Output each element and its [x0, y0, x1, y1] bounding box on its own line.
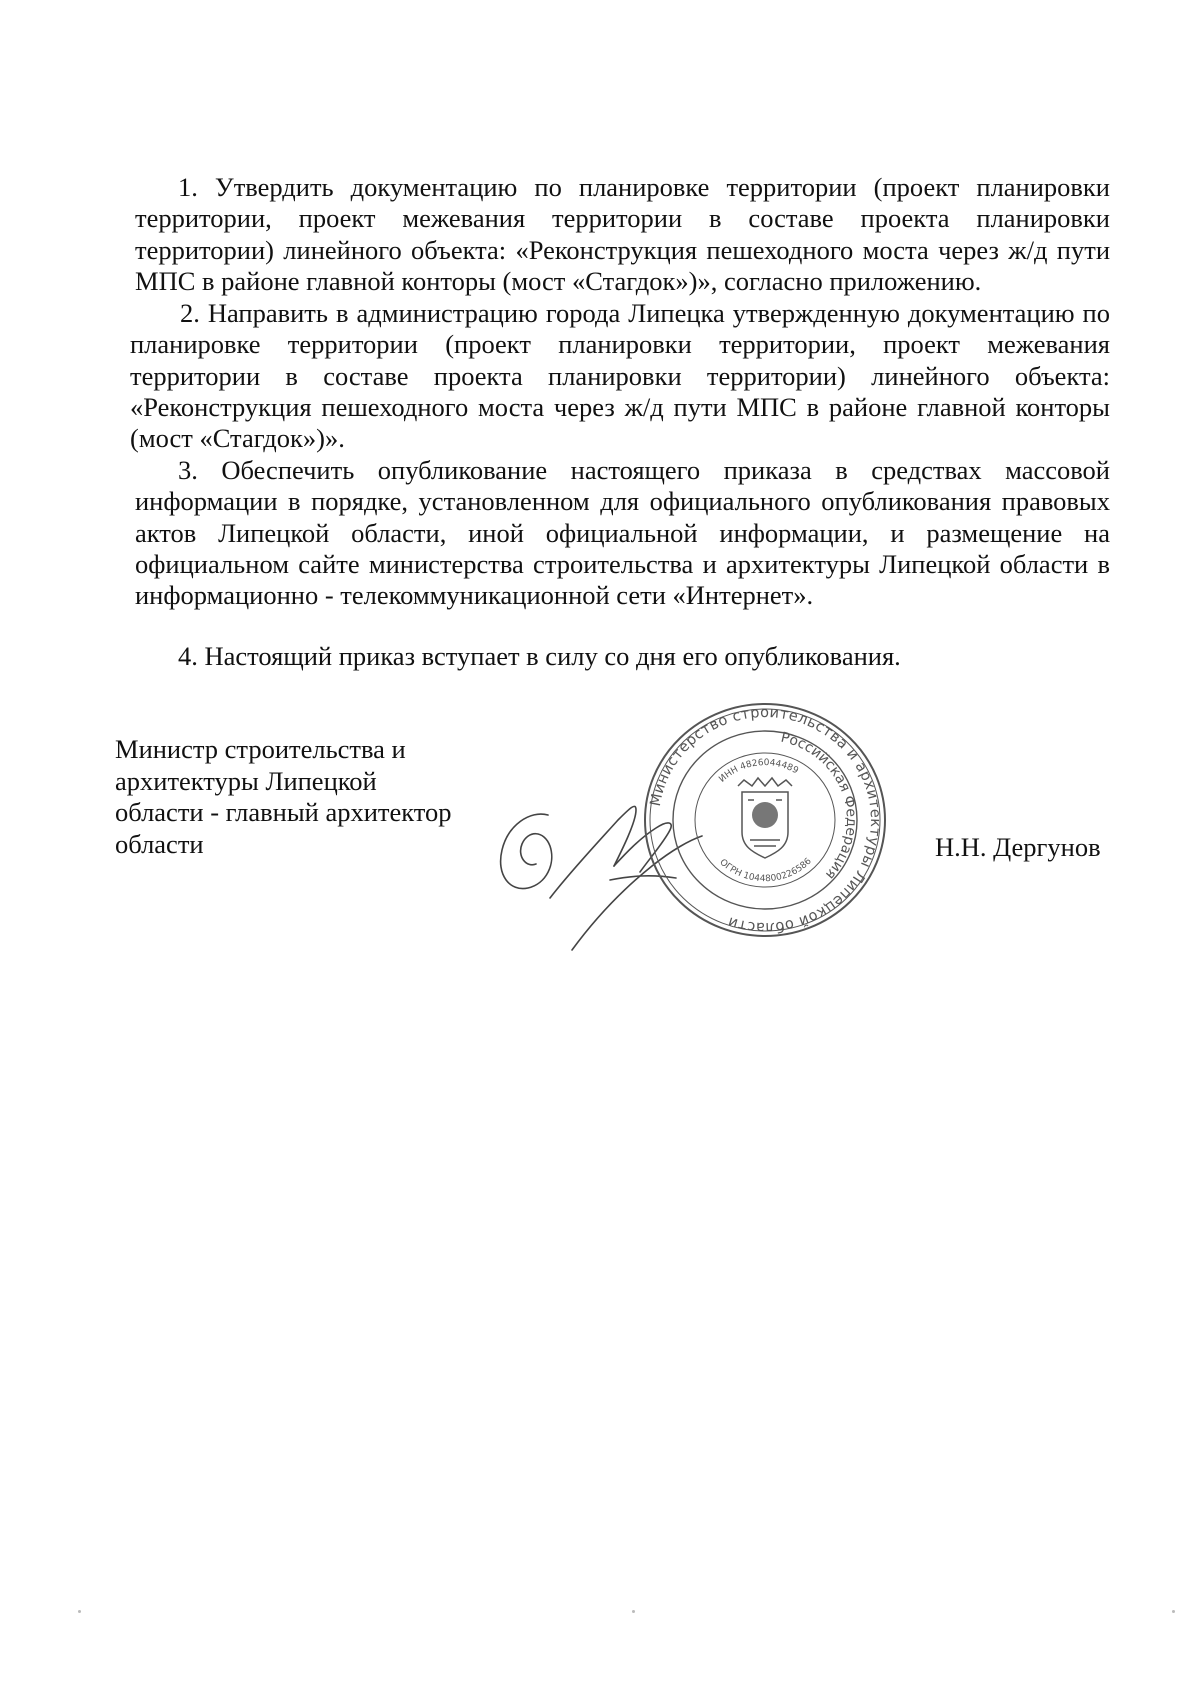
scan-speck	[78, 1610, 81, 1613]
signer-position-line: архитектуры Липецкой	[115, 765, 377, 796]
official-seal	[640, 700, 890, 940]
paragraph-3: 3. Обеспечить опубликование настоящего приказа в средствах массовой информации в порядке, установленном для официального опубликования правовых актов Липецкой области, иной официальной информации, и размещение на официальном сайте министерства строительства и архитектуры Липецкой области в информационно - телекоммуникационной сети «Интернет».	[135, 455, 1110, 611]
signer-name: Н.Н. Дергунов	[935, 832, 1101, 862]
svg-text:Министерство строительства и а: Министерство строительства и архитектуры Липецкой области	[647, 704, 884, 936]
svg-text:ОГРН 1044800226586: ОГРН 1044800226586	[717, 856, 814, 885]
scan-speck	[632, 1610, 635, 1613]
signer-position-line: области	[115, 828, 204, 859]
paragraph-1: 1. Утвердить документацию по планировке территории (проект планировки территории, проект межевания территории в составе проекта планировки территории) линейного объекта: «Реконструкция пешеходного моста через ж/д пути МПС в районе главной конторы (мост «Стагдок»)», согласно приложению.	[135, 172, 1110, 296]
scan-speck	[1172, 1610, 1175, 1613]
svg-text:ИНН 4826044489: ИНН 4826044489	[717, 758, 800, 785]
signer-position-line: Министр строительства и	[115, 734, 406, 764]
coat-of-arms-icon	[738, 778, 792, 858]
svg-text:Российская Федерация: Российская Федерация	[779, 729, 860, 883]
signer-position	[115, 734, 475, 860]
paragraph-4: 4. Настоящий приказ вступает в силу со дня его опубликования.	[178, 641, 901, 671]
signer-position-line: области - главный архитектор	[115, 797, 452, 827]
paragraph-2: 2. Направить в администрацию города Липецка утвержденную документацию по планировке территории (проект планировки территории, проект межевания территории в составе проекта планировки территории) линейного объекта: «Реконструкция пешеходного моста через ж/д пути МПС в районе главной конторы (мост «Стагдок»)».	[130, 298, 1110, 454]
